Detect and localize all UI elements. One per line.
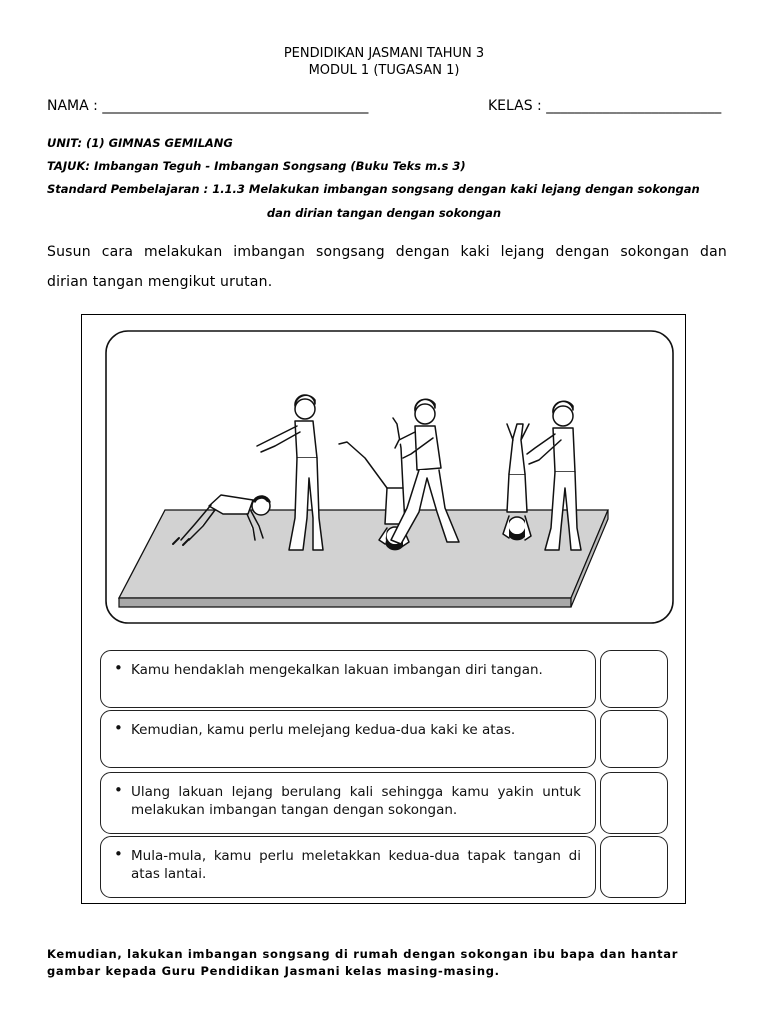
step-text: Kamu hendaklah mengekalkan lakuan imbangan diri tangan. [131, 662, 543, 678]
gymnastics-illustration [103, 328, 676, 628]
bullet-icon: • [114, 719, 123, 737]
step-text: Kemudian, kamu perlu melejang kedua-dua kaki ke atas. [131, 722, 516, 738]
step-card [100, 836, 596, 898]
standard-label: Standard Pembelajaran : 1.1.3 Melakukan imbangan songsang dengan kaki lejang dengan sokongan [47, 182, 700, 196]
step-card [100, 650, 596, 708]
instruction-line-2: dirian tangan mengikut urutan. [47, 274, 273, 290]
gym-mat [119, 510, 608, 607]
module-title: PENDIDIKAN JASMANI TAHUN 3 [283, 46, 485, 61]
footer-note-line-1: Kemudian, lakukan imbangan songsang di rumah dengan sokongan ibu bapa dan hantar [47, 947, 679, 961]
step-text: Ulang lakuan lejang berulang kali sehingga kamu yakin untuk melakukan imbangan tangan dengan sokongan. [131, 784, 581, 818]
step-text: Mula-mula, kamu perlu meletakkan kedua-dua tapak tangan di atas lantai. [131, 848, 581, 882]
bullet-icon: • [114, 781, 123, 799]
tajuk-label: TAJUK: Imbangan Teguh - Imbangan Songsang (Buku Teks m.s 3) [47, 159, 466, 173]
footer-note-line-2: gambar kepada Guru Pendidikan Jasmani kelas masing-masing. [47, 964, 500, 978]
bullet-icon: • [114, 845, 123, 863]
order-answer-box[interactable] [600, 836, 668, 898]
bullet-icon: • [114, 659, 123, 677]
order-answer-box[interactable] [600, 710, 668, 768]
step-card [100, 710, 596, 768]
order-answer-box[interactable] [600, 772, 668, 834]
module-subtitle: MODUL 1 (TUGASAN 1) [308, 63, 460, 78]
unit-label: UNIT: (1) GIMNAS GEMILANG [47, 136, 233, 150]
instruction-line-1: Susun cara melakukan imbangan songsang dengan kaki lejang dengan sokongan dan [47, 244, 727, 260]
step-card [100, 772, 596, 834]
order-answer-box[interactable] [600, 650, 668, 708]
nama-field[interactable]: NAMA : ______________________________________ [47, 98, 369, 114]
standard-label-cont: dan dirian tangan dengan sokongan [266, 206, 502, 220]
kelas-field[interactable]: KELAS : _________________________ [488, 98, 722, 114]
